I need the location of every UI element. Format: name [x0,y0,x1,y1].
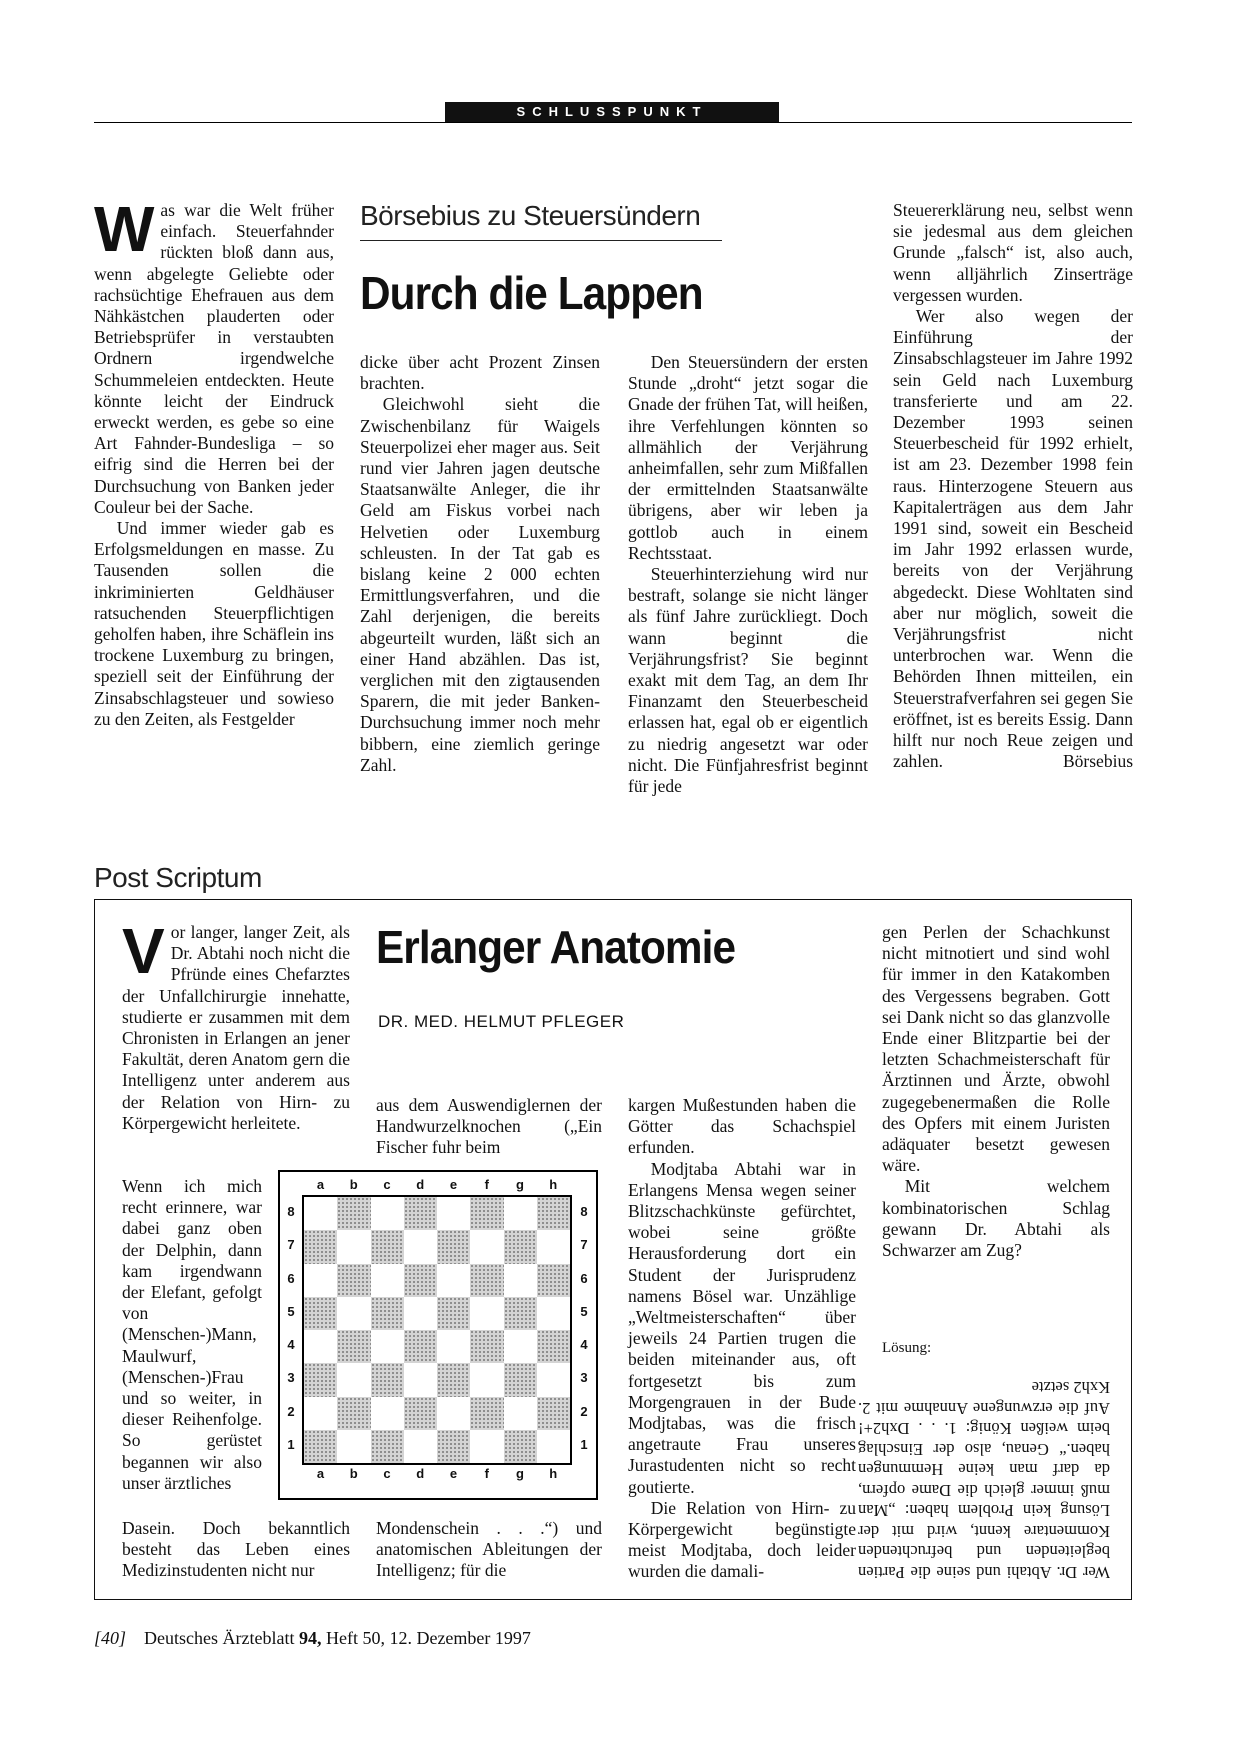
chess-square [504,1363,537,1396]
chess-rank-label: 7 [287,1237,295,1253]
article2-col3-para3: Die Relation von Hirn- zu Körpergewicht begünstigte meist Modjtaba, doch leider wurden die damali- [628,1497,856,1582]
chess-file-label: d [416,1177,425,1192]
journal-name: Deutsches Ärzteblatt [144,1628,295,1648]
chess-square [304,1363,337,1396]
chess-square [537,1297,570,1330]
chess-square [337,1230,370,1263]
chess-square [371,1363,404,1396]
article1-col1-para2: Und immer wieder gab es Erfolgsmeldungen en masse. Zu Tausenden sollen die inkriminierten Geldhäuser ratsuchenden Steuerpflichtigen geholfen haben, ihre Schäflein ins trockene Luxemburg zu bringen, speziell seit der Einführung der Zinsabschlagsteuer und sowieso zu den Zeiten, als Festgelder [94,518,334,729]
article2-col4-para2: Mit welchem kombinatorischen Schlag gewann Dr. Abtahi als Schwarzer am Zug? [882,1176,1110,1261]
chess-file-label: e [449,1177,458,1192]
chess-square [470,1363,503,1396]
kicker-rule [360,240,722,241]
chess-rank-label: 7 [580,1237,588,1253]
article2-col3-para1: kargen Mußestunden haben die Götter das Schachspiel erfunden. [628,1095,856,1158]
chess-rank-label: 3 [580,1370,588,1386]
chess-board [302,1195,572,1465]
chess-rank-label: 8 [580,1204,588,1219]
chess-square [404,1230,437,1263]
chess-file-label: h [549,1177,558,1192]
chess-square [304,1264,337,1297]
chess-square [537,1430,570,1463]
chess-file-label: d [416,1466,425,1481]
chess-square [470,1197,503,1230]
chess-square [504,1230,537,1263]
chess-square [337,1197,370,1230]
chess-file-label: f [484,1466,489,1481]
chess-square [371,1297,404,1330]
chess-file-label: h [549,1466,558,1481]
article1-col4-para1: Steuererklärung neu, selbst wenn sie jedesmal aus dem gleichen Grunde „falsch“ ist, also auch, wenn alljährlich Zinserträge vergessen wurden. [893,200,1133,305]
chess-file-label: g [516,1177,524,1192]
chess-file-label: b [349,1466,358,1481]
chess-square [337,1297,370,1330]
article2-col4-para1: gen Perlen der Schachkunst nicht mitnotiert und sind wohl für immer in den Katakomben des Vergessens begraben. Gott sei Dank nicht so das glanzvolle Ende einer Blitzpartie bei der letzten Schachmeisterschaft für Ärztinnen und Ärzte, obwohl zugegebenermaßen die Rolle des Opfers mit einem Juristen adäquater besetzt gewesen wäre. [882,922,1110,1176]
chess-square [504,1297,537,1330]
chess-square [504,1197,537,1230]
article1-dropcap: W [94,193,155,265]
chess-square [504,1430,537,1463]
solution-upside-down [858,1372,1110,1582]
chess-square [437,1430,470,1463]
article1-column-2 [360,352,600,776]
chess-square [470,1430,503,1463]
journal-issue: Heft 50, 12. Dezember 1997 [325,1628,531,1648]
section-label: SCHLUSSPUNKT [445,102,779,122]
chess-square [337,1264,370,1297]
chess-square [404,1297,437,1330]
chess-square [404,1397,437,1430]
chess-rank-label: 6 [580,1270,588,1286]
article2-column-1-narrow [122,1176,262,1494]
chess-square [470,1264,503,1297]
chess-square [537,1330,570,1363]
chess-file-label: g [516,1466,524,1481]
chess-square [304,1230,337,1263]
chess-square [537,1230,570,1263]
article2-col3-para2: Modjtaba Abtahi war in Erlangens Mensa wegen seiner Blitzschachkünste gefürchtet, wobei seine größte Herausforderung dort ein Student der Jurisprudenz namens Bösel war. Unzählige „Weltmeisterschaften“ über jeweils 24 Partien trugen die beiden miteinander aus, oft fortgesetzt bis zum Morgengrauen in der Bude Modjtabas, was die frisch angetraute Frau unseres Jurastudenten nicht so recht goutierte. [628,1158,856,1497]
chess-rank-label: 5 [580,1303,588,1319]
chess-square [337,1397,370,1430]
chess-square [304,1197,337,1230]
chess-square [437,1397,470,1430]
chess-square [470,1230,503,1263]
article1-col3-para1: Den Steuersündern der ersten Stunde „droht“ jetzt sogar die Gnade der frühen Tat, will heißen, ihre Verfehlungen könnten so allmählich der Verjährung anheimfallen, sehr zum Mißfallen der ermittelnden Staatsanwälte übrigens, aber wir leben ja gottlob auch in einem Rechtsstaat. [628,352,868,563]
chess-file-label: c [383,1466,391,1481]
chess-rank-label: 2 [580,1403,588,1419]
journal-volume: 94, [298,1628,322,1648]
chess-square [437,1264,470,1297]
chess-file-label: f [484,1177,489,1192]
chess-file-label: c [383,1177,391,1192]
article1-col4-para2: Wer also wegen der Einführung der Zinsabschlagsteuer im Jahre 1992 sein Geld nach Luxemburg transferierte und am 22. Dezember 1993 seinen Steuerbescheid für 1992 erhielt, ist am 23. Dezember 1998 fein raus. Hinterzogene Steuern aus Kapitalerträgen aus dem Jahr 1991 sind, soweit ein Bescheid im Jahr 1992 erlassen wurde, bereits von der Verjährung abgedeckt. Diese Wohltaten sind aber nur möglich, soweit die Verjährungsfrist nicht unterbrochen war. Wenn die Behörden Ihnen mitteilen, ein Steuerstrafverfahren sei gegen Sie eröffnet, ist es bereits Essig. Dann hilft nur noch Reue zeigen und zahlen. [893,306,1133,772]
chess-square [437,1297,470,1330]
chess-square [404,1363,437,1396]
article2-col2-top-text: aus dem Auswendiglernen der Handwurzelknochen („Ein Fischer fuhr beim [376,1095,602,1158]
article1-col2-para1: dicke über acht Prozent Zinsen brachten. [360,352,600,394]
article1-column-3 [628,352,868,797]
chess-square [470,1330,503,1363]
chess-rank-label: 6 [287,1270,295,1286]
chess-rank-label: 8 [287,1204,295,1219]
chess-square [470,1397,503,1430]
chess-square [537,1397,570,1430]
article1-column-1 [94,193,334,730]
chess-rank-label: 4 [580,1337,588,1352]
chess-square [437,1197,470,1230]
chess-square [404,1264,437,1297]
chess-square [304,1330,337,1363]
article2-col1-narrow-text: Wenn ich mich recht erinnere, war dabei ganz oben der Delphin, dann kam irgendwann der Elefant, gefolgt von (Menschen-)Mann, Maulwurf, (Menschen-)Frau und so weiter, in dieser Reihenfolge. So gerüstet begannen wir also unser ärztliches [122,1176,262,1493]
article2-col1-bottom-text: Dasein. Doch bekanntlich besteht das Leben eines Medizinstudenten nicht nur [122,1518,350,1581]
article2-col1-top-text: or langer, langer Zeit, als Dr. Abtahi noch nicht die Pfründe eines Chefarztes der Unfallchirurgie innehatte, studierte er zusammen mit dem Chronisten in Erlangen an jener Fakultät, deren Anatom gern die Intelligenz unter anderem aus der Relation von Hirn- zu Körpergewicht herleitete. [122,922,350,1133]
chess-square [371,1430,404,1463]
chess-rank-label: 3 [287,1370,295,1386]
chess-square [504,1397,537,1430]
article2-column-3 [628,1095,856,1583]
chess-square [537,1264,570,1297]
article2-headline: Erlanger Anatomie [376,921,736,973]
chess-square [437,1330,470,1363]
chess-square [337,1363,370,1396]
chess-square [371,1397,404,1430]
article2-column-4 [882,922,1110,1261]
article1-col3-para2: Steuerhinterziehung wird nur bestraft, solange sie nicht länger als fünf Jahre zurückliegt. Doch wann beginnt die Verjährungsfrist? Sie beginnt exakt mit dem Tag, an dem Ihr Finanzamt den Steuerbescheid erlassen hat, egal ob er eigentlich zu niedrig angesetzt war oder nicht. Die Fünfjahresfrist beginnt für jede [628,564,868,797]
article1-col2-para2: Gleichwohl sieht die Zwischenbilanz für Waigels Steuerpolizei eher mager aus. Seit rund vier Jahren jagen deutsche Staatsanwälte Anleger, die ihr Geld am Fiskus vorbei nach Helvetien oder Luxemburg schleusten. In der Tat gab es bislang keine 2 000 echten Ermittlungsverfahren, und die Zahl derjenigen, die bereits abgeurteilt wurden, läßt sich an einer Hand abzählen. Das ist, verglichen mit den zigtausenden Sparern, die mit jeder Banken-Durchsuchung immer noch mehr bibbern, eine ziemlich geringe Zahl. [360,394,600,775]
chess-square [337,1430,370,1463]
article2-col2-bottom-text: Mondenschein . . .“) und anatomischen Ableitungen der Intelligenz; für die [376,1518,602,1581]
chess-rank-label: 2 [287,1403,295,1419]
chess-square [537,1363,570,1396]
chess-square [404,1430,437,1463]
article2-dropcap: V [122,915,165,987]
chess-file-label: b [349,1177,358,1192]
chess-rank-label: 4 [287,1337,295,1352]
chess-square [437,1363,470,1396]
chess-square [304,1430,337,1463]
chess-rank-label: 5 [287,1303,295,1319]
chess-file-label: a [316,1466,325,1481]
chess-square [304,1297,337,1330]
chess-square [404,1330,437,1363]
article2-column-2-bottom [376,1518,602,1582]
page-footer [94,1628,794,1649]
solution-label: Lösung: [882,1340,932,1356]
article2-author: DR. MED. HELMUT PFLEGER [378,1012,625,1031]
chess-square [437,1230,470,1263]
article2-column-2-top [376,1095,602,1159]
chess-file-label: a [316,1177,325,1192]
chess-square [470,1297,503,1330]
article1-headline: Durch die Lappen [360,267,703,319]
article2-column-1-bottom [122,1518,350,1582]
header-rule [94,122,1132,123]
chess-square [337,1330,370,1363]
article2-column-1-top [122,915,350,1134]
article1-col1-para1: as war die Welt früher einfach. Steuerfahnder rückten bloß dann aus, wenn abgelegte Geliebte oder rachsüchtige Ehefrauen aus dem Nähkästchen plauderten oder Betriebsprüfer in verstaubten Ordnern irgendwelche Schummeleien entdeckten. Heute könnte leicht der Eindruck erweckt werden, es gebe so eine Art Fahnder-Bundesliga – so eifrig sind die Herren bei der Durchsuchung von Banken jeder Couleur bei der Sache. [94,200,334,517]
chess-square [504,1264,537,1297]
chess-square [404,1197,437,1230]
solution-text: Wer Dr. Abtahi und seine die Partien begleitenden und befruchtenden Kommentare kennt, wird mit der Lösung kein Problem haben: „Man muß immer gleich die Dame opfern, da darf man keine Hemmungen haben.“ Genau, also der Einschlag beim weißen König: 1. . . Dxh2+! Auf die erzwungene Annahme mit 2. Kxh2 setzte [858,1378,1110,1582]
article1-signature: Börsebius [1063,751,1133,772]
chess-square [504,1330,537,1363]
chess-square [371,1230,404,1263]
article2-kicker: Post Scriptum [94,862,262,893]
chess-rank-label: 1 [580,1436,588,1452]
chess-square [371,1330,404,1363]
chess-square [537,1197,570,1230]
chess-rank-label: 1 [287,1436,295,1452]
page-number: [40] [94,1628,127,1648]
article1-kicker: Börsebius zu Steuersündern [360,200,701,231]
chess-square [304,1397,337,1430]
article1-column-4 [893,200,1133,773]
chess-file-label: e [449,1466,458,1481]
chess-square [371,1197,404,1230]
chess-square [371,1264,404,1297]
